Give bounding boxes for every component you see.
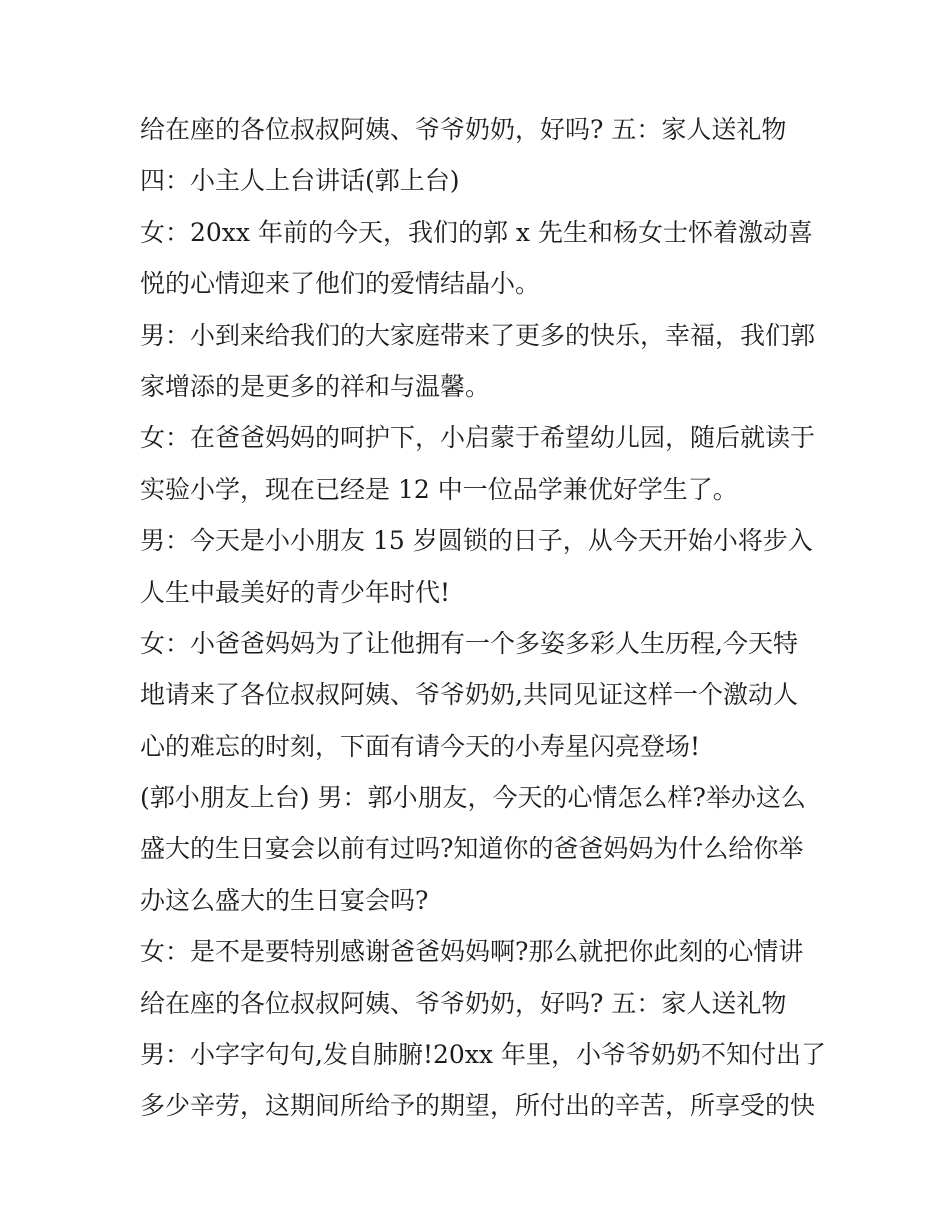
text-line: 男：小字字句句,发自肺腑!20xx 年里，小爷爷奶奶不知付出了	[140, 1040, 826, 1070]
text-line: 男：今天是小小朋友 15 岁圆锁的日子，从今天开始小将步入	[140, 526, 813, 556]
text-line: 实验小学，现在已经是 12 中一位品学兼优好学生了。	[140, 474, 738, 504]
text-line: 办这么盛大的生日宴会吗?	[140, 885, 429, 915]
document-body	[140, 104, 826, 1132]
text-line: 多少辛劳，这期间所给予的期望，所付出的辛苦，所享受的快	[140, 1091, 816, 1121]
text-line: (郭小朋友上台) 男：郭小朋友，今天的心情怎么样?举办这么	[140, 783, 806, 813]
text-line: 人生中最美好的青少年时代!	[140, 577, 451, 607]
text-line: 家增添的是更多的祥和与温馨。	[140, 371, 491, 401]
text-line: 给在座的各位叔叔阿姨、爷爷奶奶，好吗? 五：家人送礼物	[140, 988, 787, 1018]
text-line: 给在座的各位叔叔阿姨、爷爷奶奶，好吗? 五：家人送礼物	[140, 115, 787, 144]
text-line: 悦的心情迎来了他们的爱情结晶小。	[140, 269, 541, 299]
text-line: 女：20xx 年前的今天，我们的郭 x 先生和杨女士怀着激动喜	[140, 217, 813, 247]
text-line: 女：在爸爸妈妈的呵护下，小启蒙于希望幼儿园，随后就读于	[140, 423, 816, 453]
text-line: 盛大的生日宴会以前有过吗?知道你的爸爸妈妈为什么给你举	[140, 834, 804, 864]
text-line: 四：小主人上台讲话(郭上台)	[140, 166, 460, 196]
text-line: 地请来了各位叔叔阿姨、爷爷奶奶,共同见证这样一个激动人	[140, 680, 798, 710]
text-line: 心的难忘的时刻，下面有请今天的小寿星闪亮登场!	[140, 731, 701, 761]
text-line: 女：小爸爸妈妈为了让他拥有一个多姿多彩人生历程,今天特	[140, 628, 798, 658]
text-line: 女：是不是要特别感谢爸爸妈妈啊?那么就把你此刻的心情讲	[140, 937, 804, 967]
text-line: 男：小到来给我们的大家庭带来了更多的快乐，幸福，我们郭	[140, 320, 816, 350]
